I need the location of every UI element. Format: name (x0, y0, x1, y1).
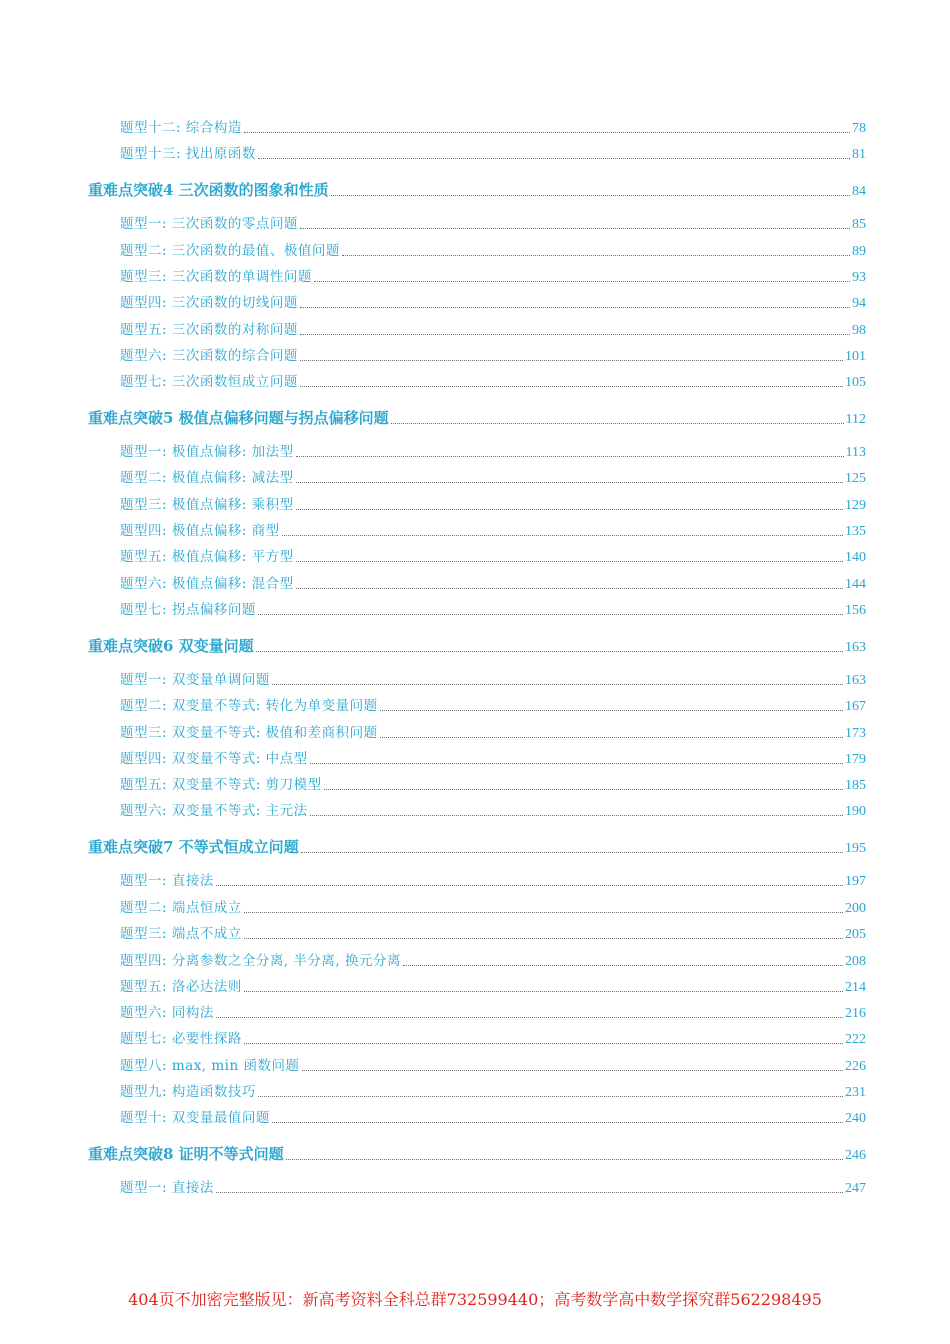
dot-leader (391, 422, 844, 424)
toc-entry-title: 题型二: 极值点偏移: 减法型 (120, 470, 294, 486)
toc-page-number: 200 (845, 901, 866, 916)
toc-subsection-entry[interactable] (120, 271, 866, 285)
toc-entry-title: 题型一: 直接法 (120, 1180, 214, 1196)
toc-subsection-entry[interactable] (120, 148, 866, 162)
toc-page-number: 101 (845, 349, 866, 364)
dot-leader (244, 990, 843, 992)
toc-entry-title: 题型一: 三次函数的零点问题 (120, 216, 298, 232)
toc-entry-title: 重难点突破5 极值点偏移问题与拐点偏移问题 (88, 409, 389, 427)
toc-page-number: 222 (845, 1032, 866, 1047)
dot-leader (258, 157, 850, 159)
dot-leader (300, 227, 850, 229)
toc-page-number: 195 (845, 841, 866, 856)
toc-section-entry[interactable] (88, 411, 866, 427)
toc-entry-title: 题型五: 极值点偏移: 平方型 (120, 549, 294, 565)
toc-entry-title: 题型三: 极值点偏移: 乘积型 (120, 497, 294, 513)
toc-page-number: 231 (845, 1085, 866, 1100)
toc-subsection-entry[interactable] (120, 324, 866, 338)
toc-page-number: 185 (845, 778, 866, 793)
dot-leader (282, 534, 843, 536)
toc-entry-title: 题型二: 端点恒成立 (120, 900, 242, 916)
toc-page-number: 205 (845, 927, 866, 942)
toc-subsection-entry[interactable] (120, 551, 866, 565)
toc-subsection-entry[interactable] (120, 525, 866, 539)
toc-entry-title: 题型四: 极值点偏移: 商型 (120, 523, 280, 539)
dot-leader (258, 1095, 843, 1097)
toc-page-number: 89 (852, 244, 866, 259)
toc-subsection-entry[interactable] (120, 902, 866, 916)
toc-subsection-entry[interactable] (120, 1182, 866, 1196)
toc-subsection-entry[interactable] (120, 446, 866, 460)
toc-page-number: 125 (845, 471, 866, 486)
toc-page-number: 81 (852, 147, 866, 162)
toc-subsection-entry[interactable] (120, 578, 866, 592)
toc-section-entry[interactable] (88, 1147, 866, 1163)
toc-entry-title: 题型八: max, min 函数问题 (120, 1058, 300, 1074)
toc-subsection-entry[interactable] (120, 350, 866, 364)
toc-entry-title: 题型九: 构造函数技巧 (120, 1084, 256, 1100)
toc-subsection-entry[interactable] (120, 674, 866, 688)
toc-entry-title: 题型二: 双变量不等式: 转化为单变量问题 (120, 698, 378, 714)
dot-leader (310, 762, 843, 764)
toc-entry-title: 题型四: 双变量不等式: 中点型 (120, 751, 308, 767)
toc-entry-title: 题型十二: 综合构造 (120, 120, 242, 136)
toc-page-number: 140 (845, 550, 866, 565)
toc-page-number: 173 (845, 726, 866, 741)
toc-page-number: 85 (852, 217, 866, 232)
toc-subsection-entry[interactable] (120, 1060, 866, 1074)
toc-entry-title: 题型七: 必要性探路 (120, 1031, 242, 1047)
toc-page-number: 105 (845, 375, 866, 390)
toc-subsection-entry[interactable] (120, 1112, 866, 1126)
toc-subsection-entry[interactable] (120, 753, 866, 767)
toc-subsection-entry[interactable] (120, 376, 866, 390)
toc-entry-title: 题型四: 三次函数的切线问题 (120, 295, 298, 311)
toc-page-number: 163 (845, 640, 866, 655)
toc-entry-title: 题型三: 双变量不等式: 极值和差商积问题 (120, 725, 378, 741)
toc-entry-title: 重难点突破6 双变量问题 (88, 637, 254, 655)
toc-page-number: 129 (845, 498, 866, 513)
toc-page-number: 247 (845, 1181, 866, 1196)
dot-leader (300, 359, 843, 361)
dot-leader (296, 481, 843, 483)
dot-leader (296, 560, 843, 562)
toc-page-number: 214 (845, 980, 866, 995)
toc-page-number: 156 (845, 603, 866, 618)
toc-page-number: 179 (845, 752, 866, 767)
toc-subsection-entry[interactable] (120, 604, 866, 618)
dot-leader (256, 650, 843, 652)
dot-leader (331, 194, 850, 196)
toc-page-number: 226 (845, 1059, 866, 1074)
dot-leader (302, 1069, 844, 1071)
dot-leader (296, 455, 844, 457)
toc-entry-title: 题型七: 拐点偏移问题 (120, 602, 256, 618)
toc-subsection-entry[interactable] (120, 297, 866, 311)
toc-page-number: 112 (845, 412, 866, 427)
toc-entry-title: 题型一: 直接法 (120, 873, 214, 889)
toc-page-number: 163 (845, 673, 866, 688)
toc-entry-title: 重难点突破8 证明不等式问题 (88, 1145, 284, 1163)
toc-page-number: 84 (852, 184, 866, 199)
toc-entry-title: 题型三: 端点不成立 (120, 926, 242, 942)
toc-page-number: 246 (845, 1148, 866, 1163)
toc-entry-title: 题型六: 三次函数的综合问题 (120, 348, 298, 364)
dot-leader (300, 333, 850, 335)
toc-page-number: 113 (845, 445, 866, 460)
toc-subsection-entry[interactable] (120, 928, 866, 942)
dot-leader (258, 613, 843, 615)
toc-entry-title: 题型十三: 找出原函数 (120, 146, 256, 162)
footer-notice: 404页不加密完整版见：新高考资料全科总群732599440；高考数学高中数学探究群562298495 (128, 1290, 822, 1309)
toc-subsection-entry[interactable] (120, 1086, 866, 1100)
toc-page-number: 190 (845, 804, 866, 819)
toc-entry-title: 题型十: 双变量最值问题 (120, 1110, 270, 1126)
toc-page-number: 208 (845, 954, 866, 969)
toc-page-number: 78 (852, 121, 866, 136)
toc-page-number: 144 (845, 577, 866, 592)
dot-leader (216, 1191, 843, 1193)
toc-subsection-entry[interactable] (120, 875, 866, 889)
dot-leader (244, 1042, 843, 1044)
toc-page-number: 240 (845, 1111, 866, 1126)
toc-entry-title: 重难点突破4 三次函数的图象和性质 (88, 181, 329, 199)
dot-leader (300, 385, 843, 387)
toc-page-number: 167 (845, 699, 866, 714)
toc-entry-title: 题型七: 三次函数恒成立问题 (120, 374, 298, 390)
toc-subsection-entry[interactable] (120, 700, 866, 714)
toc-page-number: 197 (845, 874, 866, 889)
toc-subsection-entry[interactable] (120, 218, 866, 232)
toc-page-number: 135 (845, 524, 866, 539)
toc-page-number: 94 (852, 296, 866, 311)
toc-subsection-entry[interactable] (120, 955, 866, 969)
toc-entry-title: 题型一: 极值点偏移: 加法型 (120, 444, 294, 460)
dot-leader (272, 683, 843, 685)
toc-subsection-entry[interactable] (120, 981, 866, 995)
dot-leader (286, 1158, 843, 1160)
toc-entry-title: 题型六: 极值点偏移: 混合型 (120, 576, 294, 592)
toc-page-number: 93 (852, 270, 866, 285)
dot-leader (296, 587, 843, 589)
toc-subsection-entry[interactable] (120, 805, 866, 819)
dot-leader (300, 306, 850, 308)
toc-entry-title: 题型三: 三次函数的单调性问题 (120, 269, 312, 285)
toc-entry-title: 题型五: 三次函数的对称问题 (120, 322, 298, 338)
toc-subsection-entry[interactable] (120, 499, 866, 513)
toc-subsection-entry[interactable] (120, 1007, 866, 1021)
dot-leader (216, 1016, 843, 1018)
toc-page-number: 98 (852, 323, 866, 338)
dot-leader (301, 851, 843, 853)
toc-page-number: 216 (845, 1006, 866, 1021)
toc-entry-title: 题型六: 双变量不等式: 主元法 (120, 803, 308, 819)
dot-leader (310, 814, 843, 816)
toc-entry-title: 题型二: 三次函数的最值、极值问题 (120, 243, 340, 259)
dot-leader (216, 884, 843, 886)
toc-section-entry[interactable] (88, 639, 866, 655)
dot-leader (296, 508, 843, 510)
toc-subsection-entry[interactable] (120, 122, 866, 136)
dot-leader (314, 280, 850, 282)
toc-entry-title: 重难点突破7 不等式恒成立问题 (88, 838, 299, 856)
toc-subsection-entry[interactable] (120, 472, 866, 486)
dot-leader (244, 937, 843, 939)
dot-leader (342, 254, 850, 256)
dot-leader (244, 131, 850, 133)
dot-leader (244, 911, 843, 913)
toc-entry-title: 题型六: 同构法 (120, 1005, 214, 1021)
toc-entry-title: 题型一: 双变量单调问题 (120, 672, 270, 688)
toc-subsection-entry[interactable] (120, 1033, 866, 1047)
dot-leader (272, 1121, 843, 1123)
toc-entry-title: 题型四: 分离参数之全分离, 半分离, 换元分离 (120, 953, 402, 969)
toc-entry-title: 题型五: 双变量不等式: 剪刀模型 (120, 777, 322, 793)
toc-section-entry[interactable] (88, 840, 866, 856)
dot-leader (403, 964, 843, 966)
toc-subsection-entry[interactable] (120, 727, 866, 741)
toc-section-entry[interactable] (88, 183, 866, 199)
dot-leader (380, 736, 843, 738)
dot-leader (380, 709, 843, 711)
toc-subsection-entry[interactable] (120, 779, 866, 793)
toc-entry-title: 题型五: 洛必达法则 (120, 979, 242, 995)
dot-leader (324, 788, 843, 790)
toc-subsection-entry[interactable] (120, 245, 866, 259)
